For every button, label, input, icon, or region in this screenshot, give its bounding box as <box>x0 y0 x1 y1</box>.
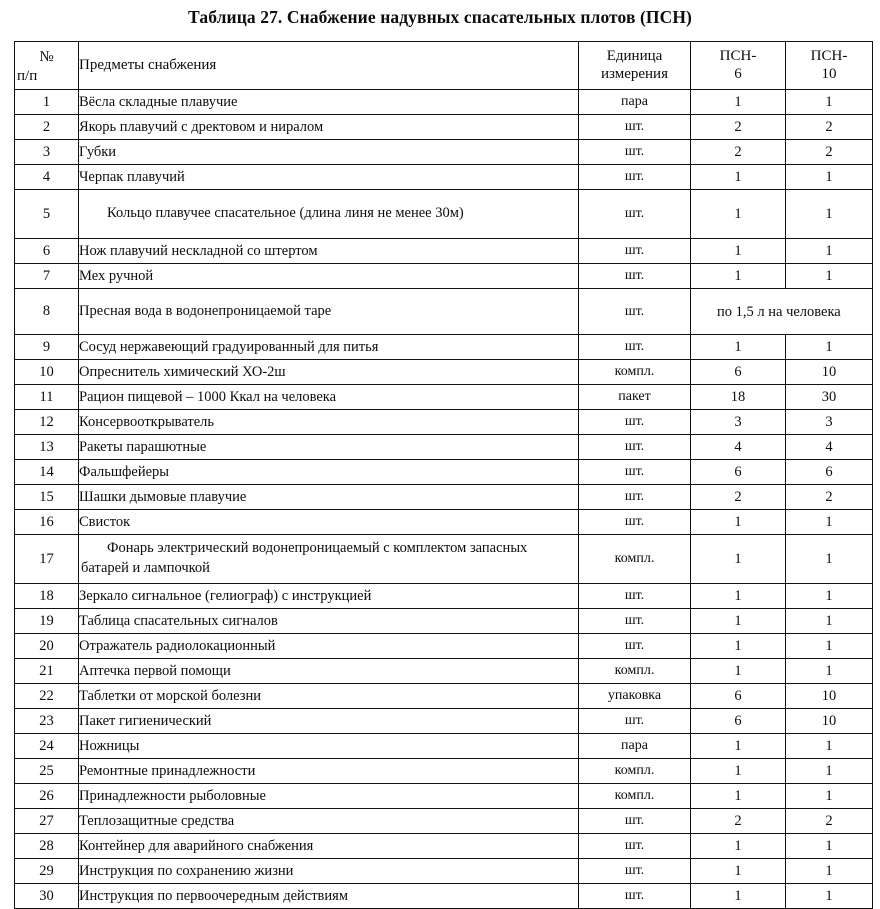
row-number-cell: 30 <box>15 884 79 909</box>
quantity-cell-psn6: 1 <box>691 165 786 190</box>
table-row <box>15 684 873 709</box>
supply-table <box>14 41 873 909</box>
row-number-cell: 16 <box>15 510 79 535</box>
quantity-cell-psn10: 10 <box>786 684 873 709</box>
quantity-cell-psn10: 30 <box>786 385 873 410</box>
quantity-cell-psn6: 6 <box>691 709 786 734</box>
quantity-cell-psn10: 1 <box>786 584 873 609</box>
row-number-cell: 11 <box>15 385 79 410</box>
table-row <box>15 809 873 834</box>
supply-item-cell: Вёсла складные плавучие <box>79 90 579 115</box>
column-header-psn6-line2: 6 <box>734 65 742 82</box>
row-number-cell: 1 <box>15 90 79 115</box>
quantity-cell-psn6: 1 <box>691 609 786 634</box>
unit-cell: пара <box>579 734 691 759</box>
supply-item-cell: Ножницы <box>79 734 579 759</box>
table-row <box>15 535 873 584</box>
supply-item-cell: Рацион пищевой – 1000 Ккал на человека <box>79 385 579 410</box>
quantity-cell-psn6: 1 <box>691 510 786 535</box>
quantity-cell-psn10: 1 <box>786 784 873 809</box>
quantity-cell-psn6: 1 <box>691 535 786 584</box>
supply-item-cell: Черпак плавучий <box>79 165 579 190</box>
unit-cell: шт. <box>579 809 691 834</box>
quantity-cell-psn6: 1 <box>691 190 786 239</box>
row-number-cell: 4 <box>15 165 79 190</box>
supply-item-cell: Фальшфейеры <box>79 460 579 485</box>
row-number-cell: 18 <box>15 584 79 609</box>
table-row <box>15 140 873 165</box>
unit-cell: шт. <box>579 460 691 485</box>
supply-item-cell: Якорь плавучий с дректовом и ниралом <box>79 115 579 140</box>
row-number-cell: 7 <box>15 264 79 289</box>
row-number-cell: 20 <box>15 634 79 659</box>
table-header <box>15 42 873 90</box>
supply-table-container <box>14 41 872 909</box>
quantity-cell-psn10: 1 <box>786 884 873 909</box>
supply-item-cell: Фонарь электрический водонепроницаемый с комплектом запасных батарей и лампочкой <box>79 535 579 584</box>
table-row <box>15 709 873 734</box>
unit-cell: шт. <box>579 709 691 734</box>
table-row <box>15 834 873 859</box>
row-number-cell: 6 <box>15 239 79 264</box>
table-row <box>15 859 873 884</box>
row-number-cell: 9 <box>15 335 79 360</box>
table-row <box>15 360 873 385</box>
unit-cell: шт. <box>579 410 691 435</box>
column-header-psn10 <box>786 42 873 90</box>
column-header-psn6-line1: ПСН- <box>719 47 757 64</box>
unit-cell: шт. <box>579 239 691 264</box>
quantity-cell-psn6: 2 <box>691 115 786 140</box>
quantity-cell-psn10: 1 <box>786 859 873 884</box>
row-number-cell: 27 <box>15 809 79 834</box>
quantity-cell-psn6: 1 <box>691 884 786 909</box>
column-header-psn10-line1: ПСН- <box>810 47 848 64</box>
quantity-cell-psn10: 1 <box>786 609 873 634</box>
supply-item-cell: Пресная вода в водонепроницаемой таре <box>79 289 579 335</box>
unit-cell: шт. <box>579 584 691 609</box>
table-row <box>15 289 873 335</box>
supply-item-cell: Пакет гигиенический <box>79 709 579 734</box>
unit-cell: компл. <box>579 759 691 784</box>
quantity-cell-psn10: 10 <box>786 360 873 385</box>
quantity-cell-psn6: 1 <box>691 759 786 784</box>
quantity-cell-psn10: 1 <box>786 335 873 360</box>
quantity-cell-psn10: 2 <box>786 115 873 140</box>
row-number-cell: 26 <box>15 784 79 809</box>
quantity-cell-psn6: 1 <box>691 584 786 609</box>
table-row <box>15 485 873 510</box>
quantity-cell-psn6: 2 <box>691 485 786 510</box>
supply-item-cell: Аптечка первой помощи <box>79 659 579 684</box>
unit-cell: компл. <box>579 784 691 809</box>
supply-item-cell: Консервооткрыватель <box>79 410 579 435</box>
quantity-cell-psn10: 2 <box>786 485 873 510</box>
row-number-cell: 25 <box>15 759 79 784</box>
row-number-cell: 10 <box>15 360 79 385</box>
column-header-unit-line1: Единица <box>606 47 663 64</box>
quantity-cell-psn6: 6 <box>691 360 786 385</box>
column-header-psn10-line2: 10 <box>821 65 837 82</box>
quantity-cell-psn6: 2 <box>691 809 786 834</box>
quantity-cell-psn6: 3 <box>691 410 786 435</box>
row-number-cell: 23 <box>15 709 79 734</box>
quantity-cell-psn10: 1 <box>786 834 873 859</box>
row-number-cell: 13 <box>15 435 79 460</box>
column-header-unit-line2: измерения <box>600 65 668 82</box>
quantity-cell-psn6: 1 <box>691 634 786 659</box>
quantity-cell-psn10: 1 <box>786 264 873 289</box>
supply-item-cell: Зеркало сигнальное (гелиограф) с инструкцией <box>79 584 579 609</box>
supply-item-cell: Кольцо плавучее спасательное (длина линя не менее 30м) <box>79 190 579 239</box>
table-row <box>15 584 873 609</box>
row-number-cell: 8 <box>15 289 79 335</box>
row-number-cell: 21 <box>15 659 79 684</box>
row-number-cell: 29 <box>15 859 79 884</box>
row-number-cell: 14 <box>15 460 79 485</box>
table-row <box>15 609 873 634</box>
quantity-cell-psn10: 2 <box>786 140 873 165</box>
table-row <box>15 410 873 435</box>
table-row <box>15 435 873 460</box>
page-title: Таблица 27. Снабжение надувных спасательных плотов (ПСН) <box>188 7 692 27</box>
table-row <box>15 510 873 535</box>
quantity-cell-psn6: 1 <box>691 834 786 859</box>
unit-cell: упаковка <box>579 684 691 709</box>
quantity-cell-psn6: 1 <box>691 239 786 264</box>
row-number-cell: 2 <box>15 115 79 140</box>
unit-cell: шт. <box>579 485 691 510</box>
table-row <box>15 759 873 784</box>
quantity-cell-psn10: 2 <box>786 809 873 834</box>
unit-cell: шт. <box>579 190 691 239</box>
table-body <box>15 90 873 909</box>
supply-item-cell: Инструкция по сохранению жизни <box>79 859 579 884</box>
quantity-cell-psn6: 1 <box>691 659 786 684</box>
supply-item-cell: Таблица спасательных сигналов <box>79 609 579 634</box>
quantity-cell-psn10: 10 <box>786 709 873 734</box>
supply-item-cell: Ремонтные принадлежности <box>79 759 579 784</box>
quantity-cell-psn6: 6 <box>691 684 786 709</box>
table-row <box>15 239 873 264</box>
row-number-cell: 22 <box>15 684 79 709</box>
table-row <box>15 385 873 410</box>
quantity-cell-psn6: 1 <box>691 90 786 115</box>
column-header-unit <box>579 42 691 90</box>
unit-cell: компл. <box>579 360 691 385</box>
quantity-cell-psn10: 3 <box>786 410 873 435</box>
table-row <box>15 784 873 809</box>
quantity-cell-psn10: 1 <box>786 510 873 535</box>
table-row <box>15 115 873 140</box>
row-number-cell: 3 <box>15 140 79 165</box>
supply-item-cell: Таблетки от морской болезни <box>79 684 579 709</box>
column-header-number <box>15 42 79 90</box>
table-row <box>15 884 873 909</box>
unit-cell: шт. <box>579 165 691 190</box>
table-row <box>15 264 873 289</box>
quantity-cell-psn6: 1 <box>691 264 786 289</box>
row-number-cell: 5 <box>15 190 79 239</box>
unit-cell: шт. <box>579 834 691 859</box>
quantity-cell-psn10: 1 <box>786 165 873 190</box>
supply-item-cell: Шашки дымовые плавучие <box>79 485 579 510</box>
unit-cell: компл. <box>579 659 691 684</box>
supply-item-cell: Отражатель радиолокационный <box>79 634 579 659</box>
table-row <box>15 659 873 684</box>
unit-cell: шт. <box>579 435 691 460</box>
quantity-cell-psn6: 1 <box>691 784 786 809</box>
quantity-cell-psn6: 4 <box>691 435 786 460</box>
unit-cell: шт. <box>579 264 691 289</box>
table-row <box>15 634 873 659</box>
column-header-items: Предметы снабжения <box>79 42 579 90</box>
quantity-cell-psn10: 6 <box>786 460 873 485</box>
unit-cell: шт. <box>579 140 691 165</box>
quantity-cell-merged: по 1,5 л на человека <box>691 289 873 335</box>
quantity-cell-psn10: 1 <box>786 90 873 115</box>
table-row <box>15 460 873 485</box>
table-header-row <box>15 42 873 90</box>
quantity-cell-psn10: 1 <box>786 239 873 264</box>
unit-cell: шт. <box>579 335 691 360</box>
supply-item-cell: Ракеты парашютные <box>79 435 579 460</box>
quantity-cell-psn6: 18 <box>691 385 786 410</box>
unit-cell: шт. <box>579 609 691 634</box>
table-row <box>15 190 873 239</box>
unit-cell: шт. <box>579 289 691 335</box>
supply-item-cell: Сосуд нержавеющий градуированный для питья <box>79 335 579 360</box>
quantity-cell-psn10: 1 <box>786 634 873 659</box>
row-number-cell: 24 <box>15 734 79 759</box>
unit-cell: пакет <box>579 385 691 410</box>
column-header-psn6 <box>691 42 786 90</box>
quantity-cell-psn6: 1 <box>691 859 786 884</box>
quantity-cell-psn6: 2 <box>691 140 786 165</box>
quantity-cell-psn6: 1 <box>691 734 786 759</box>
supply-item-cell: Инструкция по первоочередным действиям <box>79 884 579 909</box>
row-number-cell: 12 <box>15 410 79 435</box>
supply-item-cell: Нож плавучий нескладной со штертом <box>79 239 579 264</box>
supply-item-cell: Принадлежности рыболовные <box>79 784 579 809</box>
quantity-cell-psn10: 1 <box>786 759 873 784</box>
supply-item-cell: Губки <box>79 140 579 165</box>
supply-item-cell: Контейнер для аварийного снабжения <box>79 834 579 859</box>
quantity-cell-psn10: 1 <box>786 535 873 584</box>
unit-cell: шт. <box>579 510 691 535</box>
unit-cell: шт. <box>579 634 691 659</box>
table-row <box>15 165 873 190</box>
unit-cell: шт. <box>579 115 691 140</box>
table-row <box>15 90 873 115</box>
row-number-cell: 28 <box>15 834 79 859</box>
quantity-cell-psn10: 4 <box>786 435 873 460</box>
row-number-cell: 19 <box>15 609 79 634</box>
quantity-cell-psn6: 1 <box>691 335 786 360</box>
unit-cell: пара <box>579 90 691 115</box>
supply-item-cell: Свисток <box>79 510 579 535</box>
unit-cell: шт. <box>579 884 691 909</box>
supply-item-cell: Опреснитель химический ХО-2ш <box>79 360 579 385</box>
supply-item-cell: Теплозащитные средства <box>79 809 579 834</box>
unit-cell: компл. <box>579 535 691 584</box>
table-row <box>15 335 873 360</box>
column-header-number-sub: п/п <box>17 68 38 84</box>
quantity-cell-psn6: 6 <box>691 460 786 485</box>
row-number-cell: 17 <box>15 535 79 584</box>
unit-cell: шт. <box>579 859 691 884</box>
quantity-cell-psn10: 1 <box>786 190 873 239</box>
quantity-cell-psn10: 1 <box>786 734 873 759</box>
column-header-number-symbol: № <box>39 49 54 66</box>
quantity-cell-psn10: 1 <box>786 659 873 684</box>
supply-item-cell: Мех ручной <box>79 264 579 289</box>
row-number-cell: 15 <box>15 485 79 510</box>
table-row <box>15 734 873 759</box>
